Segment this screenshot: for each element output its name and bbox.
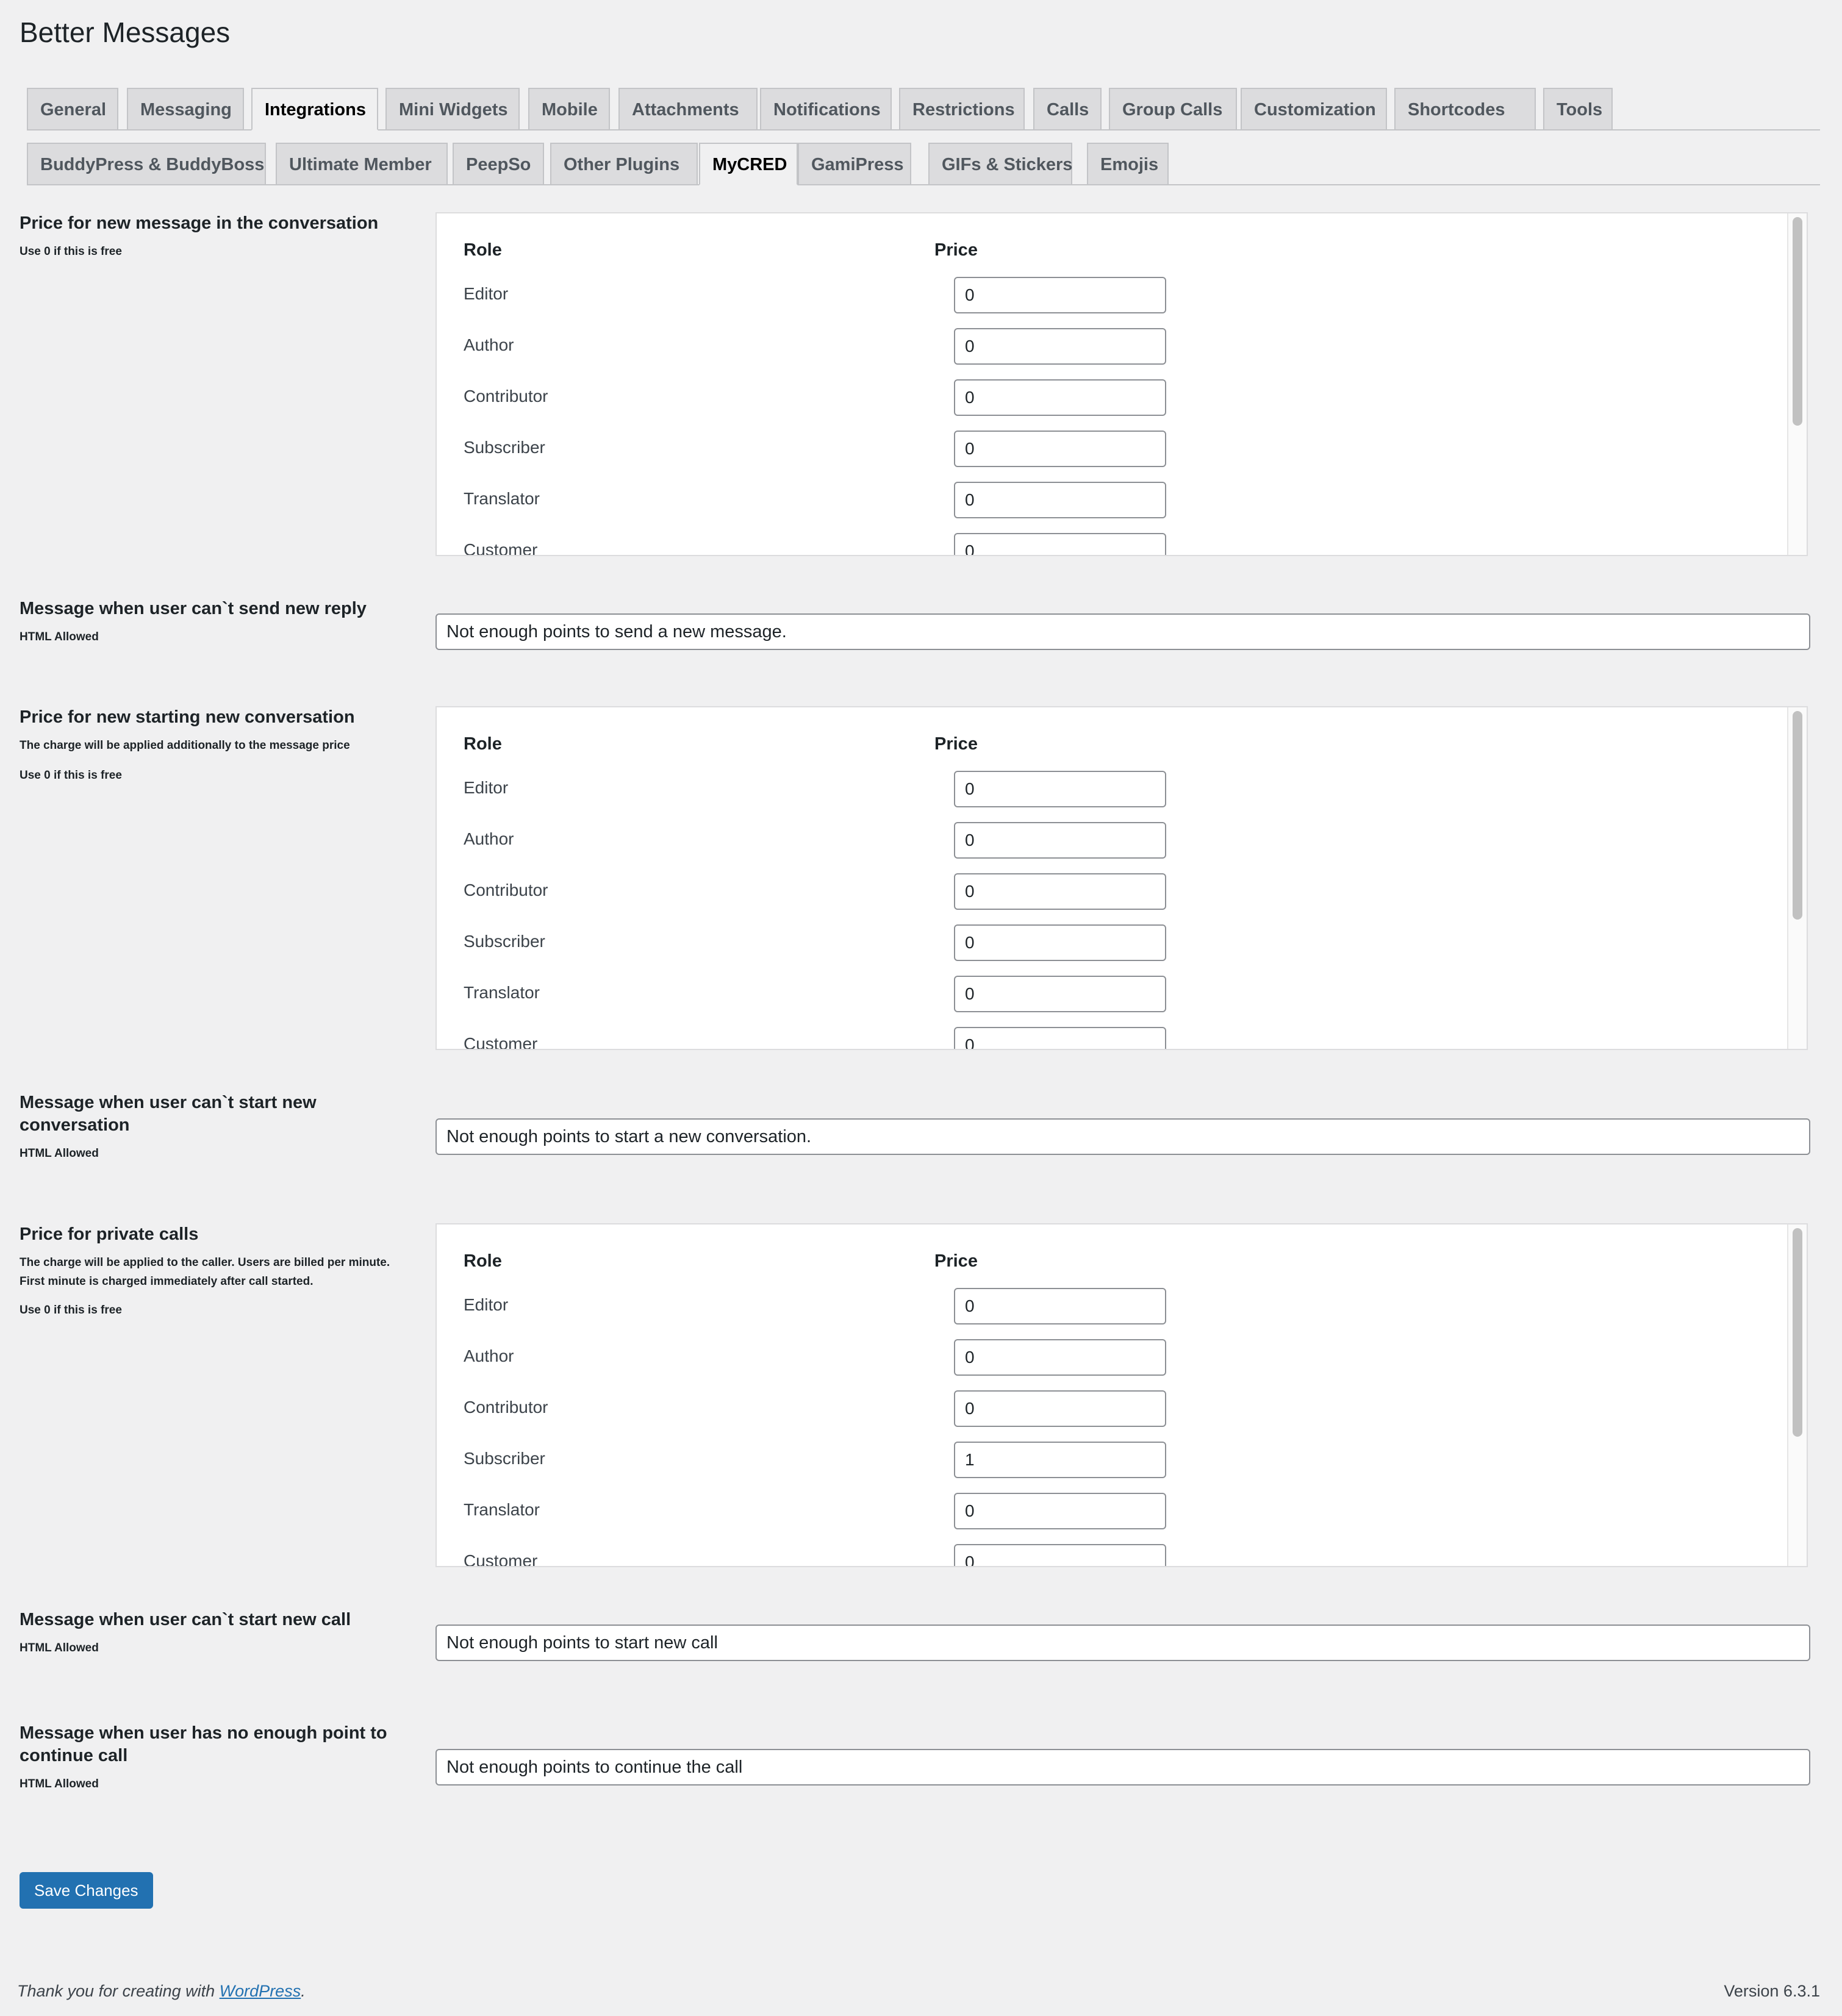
scrollbar-thumb[interactable] [1793,711,1802,920]
main-tabs [27,84,1820,130]
price-column-header: Price [934,1251,978,1271]
setting-label [20,706,410,785]
role-column-header: Role [464,734,502,754]
tab-gifs-stickers[interactable]: GIFs & Stickers [928,143,1072,185]
setting-hint: Use 0 if this is free [20,769,122,782]
integration-tabs [27,139,1820,185]
msg-cant-reply-field[interactable] [435,613,1810,650]
msg-continue-call-field[interactable] [435,1749,1810,1785]
price-row [437,482,1779,518]
scrollbar[interactable] [1787,707,1807,1049]
tab-other-plugins[interactable]: Other Plugins [550,143,698,185]
price-column-header: Price [934,240,978,260]
msg-cant-start-field[interactable] [435,1118,1810,1155]
tab-emojis[interactable]: Emojis [1087,143,1169,185]
price-input-customer[interactable] [954,533,1166,556]
role-column-header: Role [464,240,502,260]
role-name: Contributor [464,387,548,406]
msg-continue-call-setting [20,1722,1813,1801]
tab-mini-widgets[interactable]: Mini Widgets [385,88,520,130]
price-input-author[interactable] [954,1339,1166,1376]
price-input-author[interactable] [954,822,1166,859]
version-label: Version 6.3.1 [1724,1982,1820,2000]
price-row [437,924,1779,961]
tab-integrations[interactable]: Integrations [251,88,378,130]
tab-restrictions[interactable]: Restrictions [899,88,1025,130]
price-row [437,1027,1779,1050]
page-title: Better Messages [20,16,231,48]
setting-hint: HTML Allowed [20,1778,99,1790]
msg-cant-start-setting [20,1092,1813,1171]
role-name: Translator [464,489,540,508]
setting-label [20,598,410,646]
footer-suffix: . [301,1982,306,2000]
price-input-editor[interactable] [954,1288,1166,1324]
price-input-translator[interactable] [954,1493,1166,1529]
role-name: Translator [464,983,540,1002]
role-name: Customer [464,1034,538,1050]
price-table[interactable] [435,706,1808,1050]
price-input-customer[interactable] [954,1544,1166,1567]
setting-hint: HTML Allowed [20,631,99,643]
price-new-conversation-setting [20,706,1813,1050]
price-row [437,1442,1779,1478]
role-name: Author [464,1346,514,1365]
role-name: Author [464,335,514,354]
price-row [437,533,1779,556]
price-input-subscriber[interactable] [954,431,1166,467]
msg-cant-call-field[interactable] [435,1625,1810,1661]
price-row [437,873,1779,910]
price-table[interactable] [435,212,1808,556]
setting-title: Price for new message in the conversation [20,213,379,233]
msg-cant-call-setting [20,1609,1813,1670]
role-name: Customer [464,540,538,556]
price-row [437,771,1779,807]
price-row [437,1339,1779,1376]
role-name: Editor [464,284,509,303]
price-private-calls-setting [20,1223,1813,1567]
tab-buddypress-buddyboss[interactable]: BuddyPress & BuddyBoss [27,143,266,185]
role-name: Subscriber [464,1449,545,1468]
tab-mycred[interactable]: MyCRED [699,143,798,185]
setting-hint: Use 0 if this is free [20,1304,122,1317]
price-row [437,328,1779,365]
save-changes-button[interactable]: Save Changes [20,1872,153,1909]
role-name: Customer [464,1551,538,1567]
role-name: Subscriber [464,438,545,457]
setting-label [20,1722,410,1793]
setting-title: Message when user has no enough point to continue call [20,1723,387,1765]
role-name: Editor [464,778,509,797]
price-input-translator[interactable] [954,976,1166,1012]
price-input-subscriber[interactable] [954,924,1166,961]
scrollbar-thumb[interactable] [1793,217,1802,426]
price-row [437,822,1779,859]
tab-calls[interactable]: Calls [1033,88,1102,130]
setting-label [20,1609,410,1657]
setting-title: Price for private calls [20,1224,199,1244]
tab-tools[interactable]: Tools [1543,88,1613,130]
price-row [437,1493,1779,1529]
price-row [437,1390,1779,1427]
setting-label [20,1092,410,1163]
price-column-header: Price [934,734,978,754]
footer-text: Thank you for creating with [17,1982,220,2000]
setting-hint: The charge will be applied additionally to the message price [20,739,350,752]
price-row [437,1544,1779,1567]
role-column-header: Role [464,1251,502,1271]
price-input-author[interactable] [954,328,1166,365]
scrollbar[interactable] [1787,1224,1807,1566]
role-name: Author [464,829,514,848]
role-name: Contributor [464,881,548,899]
scrollbar-thumb[interactable] [1793,1228,1802,1437]
tab-notifications[interactable]: Notifications [760,88,892,130]
role-name: Contributor [464,1398,548,1417]
tab-attachments[interactable]: Attachments [618,88,758,130]
footer-credit [17,1982,306,2001]
price-input-subscriber[interactable] [954,1442,1166,1478]
role-name: Editor [464,1295,509,1314]
tab-customization[interactable]: Customization [1241,88,1387,130]
tab-group-calls[interactable]: Group Calls [1109,88,1237,130]
setting-title: Message when user can`t start new conversation [20,1093,317,1135]
setting-hint: Use 0 if this is free [20,245,122,258]
price-row [437,1288,1779,1324]
msg-cant-reply-setting [20,598,1813,659]
price-row [437,379,1779,416]
setting-label [20,1223,410,1320]
role-name: Translator [464,1500,540,1519]
tab-ultimate-member[interactable]: Ultimate Member [276,143,448,185]
tab-general[interactable]: General [27,88,118,130]
price-table[interactable] [435,1223,1808,1567]
tab-gamipress[interactable]: GamiPress [798,143,911,185]
tab-peepso[interactable]: PeepSo [453,143,544,185]
scrollbar[interactable] [1787,213,1807,555]
role-name: Subscriber [464,932,545,951]
setting-label [20,212,410,261]
wordpress-link[interactable]: WordPress [219,1982,301,2000]
price-input-editor[interactable] [954,771,1166,807]
setting-hint: HTML Allowed [20,1642,99,1654]
setting-title: Message when user can`t start new call [20,1610,351,1629]
price-input-translator[interactable] [954,482,1166,518]
setting-title: Message when user can`t send new reply [20,599,367,618]
price-input-contributor[interactable] [954,379,1166,416]
price-input-contributor[interactable] [954,873,1166,910]
tab-mobile[interactable]: Mobile [528,88,610,130]
price-row [437,976,1779,1012]
price-input-contributor[interactable] [954,1390,1166,1427]
price-new-message-setting [20,212,1813,556]
price-row [437,431,1779,467]
price-input-editor[interactable] [954,277,1166,313]
setting-hint: The charge will be applied to the caller. Users are billed per minute. First minute is charged immediately after call started. [20,1256,390,1288]
tab-shortcodes[interactable]: Shortcodes [1394,88,1536,130]
price-input-customer[interactable] [954,1027,1166,1050]
tab-messaging[interactable]: Messaging [127,88,244,130]
setting-hint: HTML Allowed [20,1147,99,1160]
price-row [437,277,1779,313]
setting-title: Price for new starting new conversation [20,707,355,727]
